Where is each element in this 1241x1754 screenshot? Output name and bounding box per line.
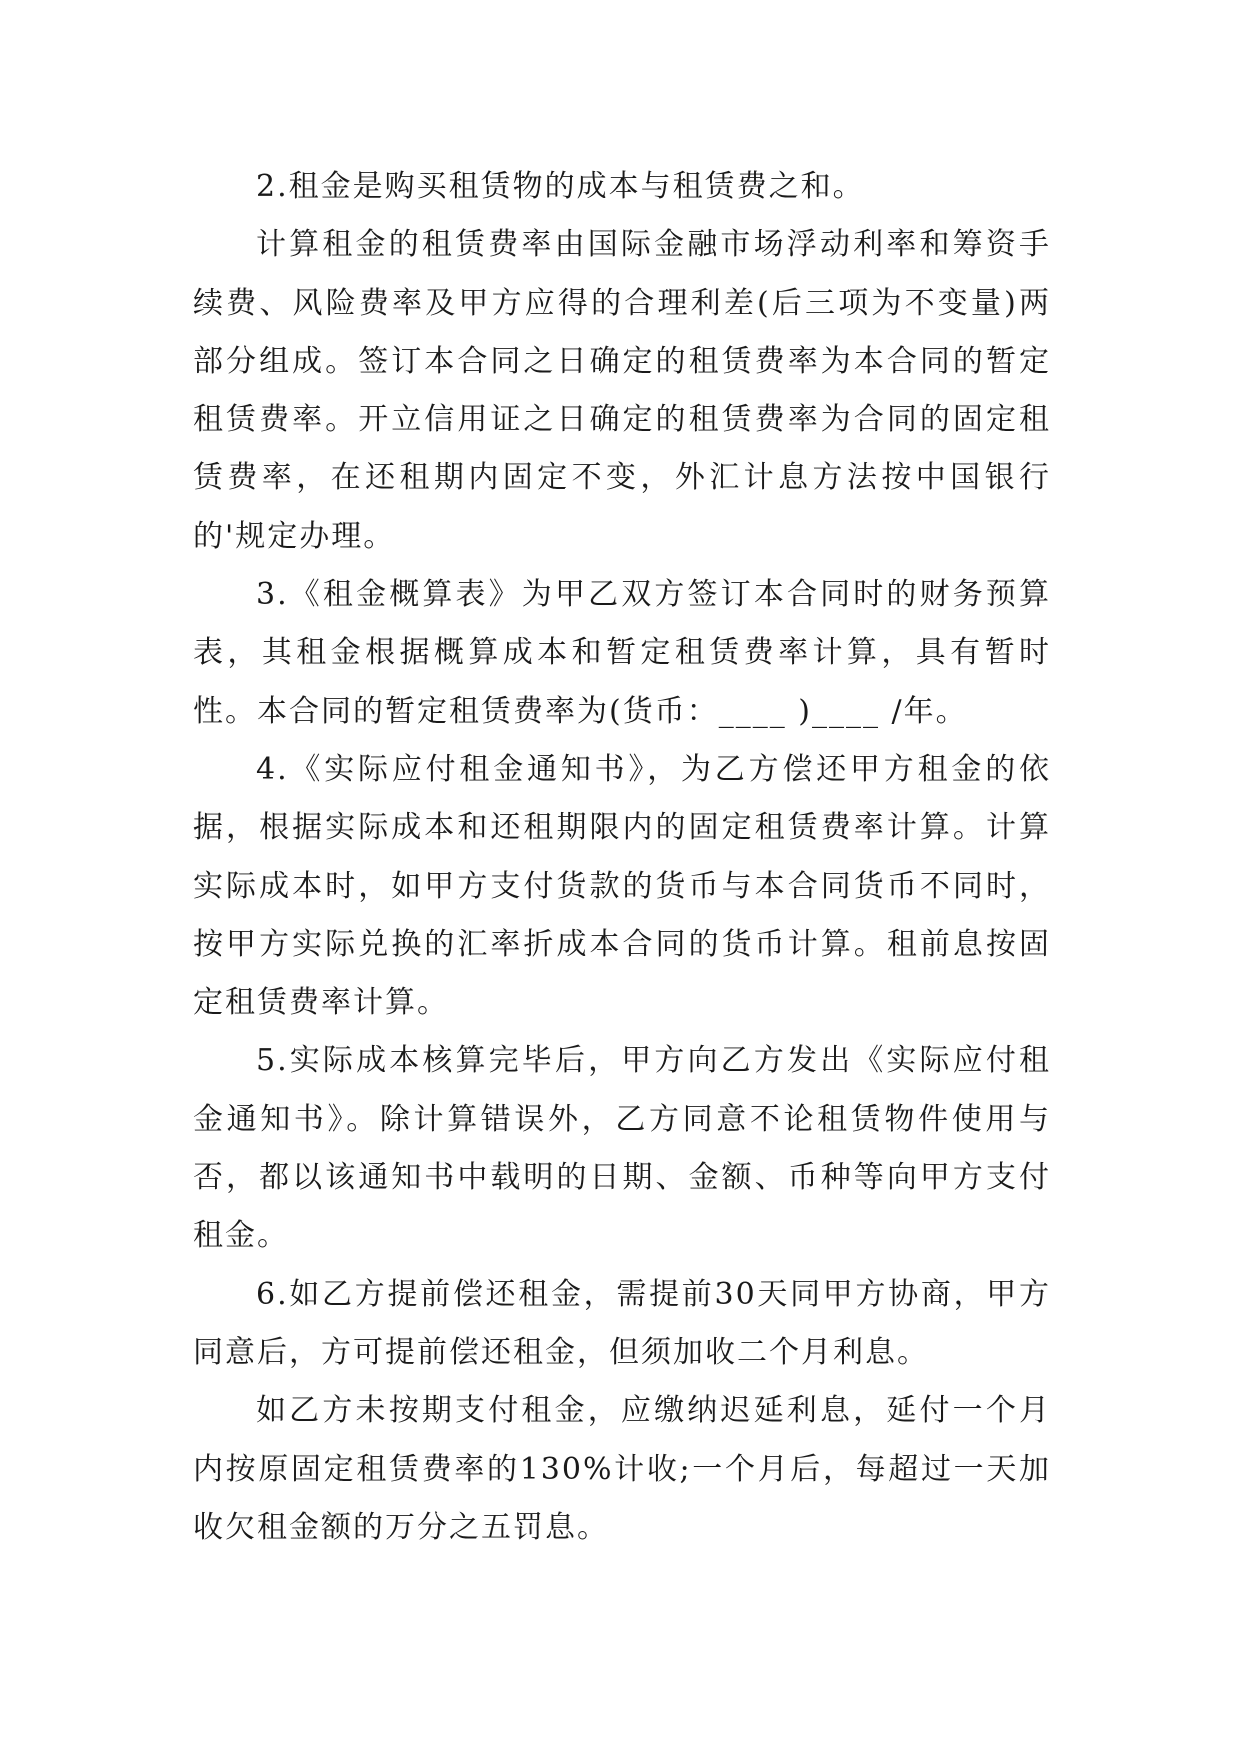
document-body — [193, 158, 1051, 1557]
paragraph-rent-definition: 2.租金是购买租赁物的成本与租赁费之和。 — [256, 169, 865, 204]
paragraph-actual-rent-notice: 4.《实际应付租金通知书》，为乙方偿还甲方租金的依据，根据实际成本和还租期限内的固定租赁费率计算。计算实际成本时，如甲方支付货款的货币与本合同货币不同时，按甲方实际兑换的汇率折成本合同的货币计算。租前息按固定租赁费率计算。 — [193, 751, 1051, 1021]
paragraph-rate-composition: 计算租金的租赁费率由国际金融市场浮动利率和筹资手续费、风险费率及甲方应得的合理利差(后三项为不变量)两部分组成。签订本合同之日确定的租赁费率为本合同的暂定租赁费率。开立信用证之日确定的租赁费率为合同的固定租赁费率，在还租期内固定不变，外汇计息方法按中国银行的'规定办理。 — [193, 227, 1051, 554]
paragraph-late-payment: 如乙方未按期支付租金，应缴纳迟延利息，延付一个月内按原固定租赁费率的130%计收;一个月后，每超过一天加收欠租金额的万分之五罚息。 — [193, 1393, 1051, 1545]
paragraph-early-repayment: 6.如乙方提前偿还租金，需提前30天同甲方协商，甲方同意后，方可提前偿还租金，但须加收二个月利息。 — [193, 1276, 1051, 1370]
paragraph-cost-accounting: 5.实际成本核算完毕后，甲方向乙方发出《实际应付租金通知书》。除计算错误外，乙方同意不论租赁物件使用与否，都以该通知书中载明的日期、金额、币种等向甲方支付租金。 — [193, 1043, 1051, 1254]
paragraph-rent-estimate-table: 3.《租金概算表》为甲乙双方签订本合同时的财务预算表，其租金根据概算成本和暂定租赁费率计算，具有暂时性。本合同的暂定租赁费率为(货币：____ )____ /年。 — [193, 577, 1051, 729]
